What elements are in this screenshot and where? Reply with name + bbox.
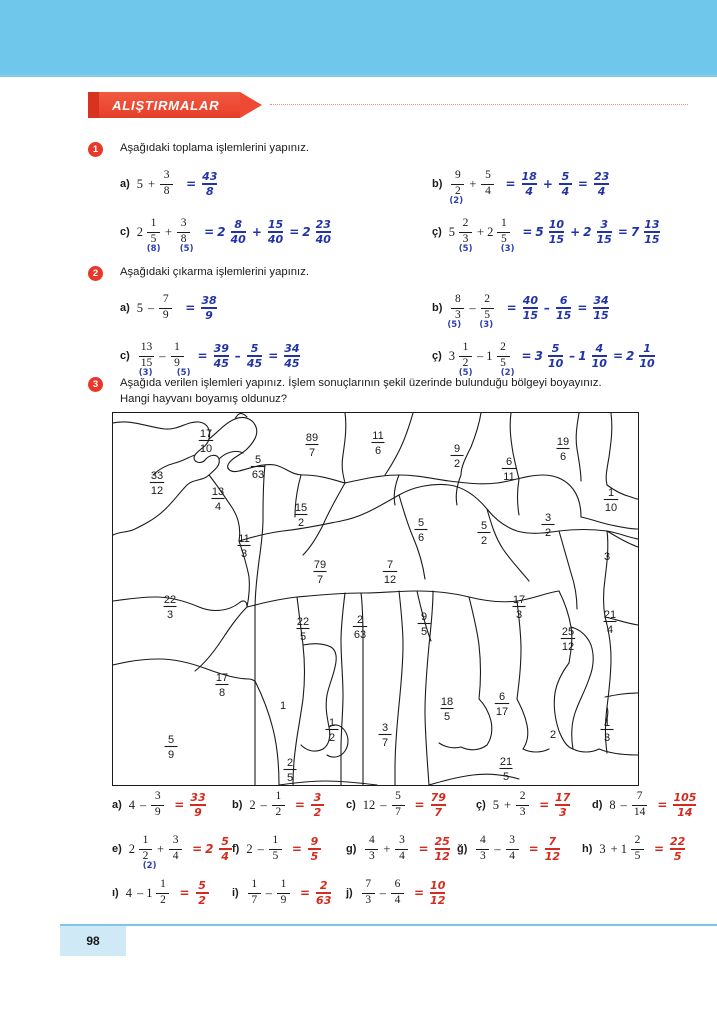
fraction: 7 14 <box>633 790 646 818</box>
svg-text:5: 5 <box>443 711 451 723</box>
problem-label: d) <box>592 799 603 811</box>
svg-text:6: 6 <box>505 456 513 468</box>
problem-1a-answer: = 43 8 <box>186 170 218 198</box>
problem-expression: 3 + 1 2 5 <box>599 835 646 862</box>
problem-answer: = 2 63 <box>299 879 332 907</box>
multiplier-note: (5) <box>179 244 194 255</box>
problem-2c-expression: 13 15 (3) – 1 9 (5) <box>138 341 191 379</box>
svg-text:3: 3 <box>515 609 523 621</box>
exercise-3-problem[interactable] <box>457 832 563 866</box>
problem-label: ı) <box>112 887 119 899</box>
problem-2b[interactable] <box>432 291 612 331</box>
svg-text:3: 3 <box>166 609 174 621</box>
svg-text:5: 5 <box>167 734 175 746</box>
svg-text:6: 6 <box>498 691 506 703</box>
puzzle-region-label[interactable] <box>295 502 308 529</box>
puzzle-region-label[interactable] <box>280 700 286 712</box>
problem-expression <box>246 879 292 906</box>
problem-1c-label: c) <box>120 226 130 238</box>
svg-text:3: 3 <box>544 512 552 524</box>
fraction: 5 7 <box>392 791 405 818</box>
svg-text:1: 1 <box>279 700 287 712</box>
answer-fraction: 17 3 <box>555 791 571 819</box>
puzzle-region-label[interactable] <box>372 430 385 457</box>
puzzle-fraction-labels <box>150 428 618 784</box>
puzzle-region-label[interactable] <box>216 672 229 699</box>
problem-label: ğ) <box>457 843 468 855</box>
answer-fraction: 105 14 <box>673 791 697 819</box>
fraction: 1 5 <box>269 835 282 862</box>
banner-dotted-rule <box>270 104 688 106</box>
exercise-3-problem[interactable] <box>112 788 209 822</box>
exercise-1-row-1 <box>120 167 688 207</box>
svg-text:17: 17 <box>199 428 213 440</box>
svg-text:17: 17 <box>512 594 526 606</box>
problem-answer: = 22 5 <box>653 835 686 863</box>
svg-text:4: 4 <box>606 624 614 636</box>
svg-text:2: 2 <box>356 614 364 626</box>
problem-expression: 2 – 1 2 <box>249 791 287 818</box>
svg-text:6: 6 <box>559 451 567 463</box>
problem-label: b) <box>232 799 243 811</box>
exercise-2-header <box>88 265 688 281</box>
puzzle-region-label[interactable] <box>314 559 327 586</box>
exercise-3-problem[interactable] <box>232 876 334 910</box>
svg-text:6: 6 <box>417 532 425 544</box>
exercise-3-problem[interactable] <box>112 876 212 910</box>
svg-text:9: 9 <box>453 443 461 455</box>
puzzle-region-label[interactable] <box>379 722 392 749</box>
answer-fraction: 3 2 <box>311 792 324 818</box>
exercise-1 <box>88 141 688 255</box>
problem-label: j) <box>346 887 353 899</box>
exercise-3-problem[interactable] <box>346 832 453 866</box>
puzzle-region-label[interactable] <box>150 470 164 497</box>
answer-fraction: 43 8 <box>202 170 218 198</box>
svg-text:1: 1 <box>328 717 336 729</box>
svg-text:19: 19 <box>556 436 570 448</box>
exercise-2-prompt: Aşağıdaki çıkarma işlemlerini yapınız. <box>120 266 309 278</box>
svg-text:2: 2 <box>549 729 557 741</box>
footer-rule <box>60 924 717 926</box>
problem-2b-answer: = 40 15 – 6 15 = 34 15 <box>506 294 609 322</box>
exercise-3-problem[interactable] <box>112 832 235 872</box>
problem-1c[interactable] <box>120 215 334 255</box>
puzzle-region-label[interactable] <box>164 594 177 621</box>
fraction: 6 4 <box>391 879 404 906</box>
banner-title: ALIŞTIRMALAR <box>112 97 220 113</box>
problem-1b-expression <box>449 169 496 207</box>
svg-text:21: 21 <box>603 609 617 621</box>
problem-expression: 2 1 2 (2) + 3 4 <box>129 835 184 862</box>
puzzle-region-label[interactable] <box>353 614 367 641</box>
svg-text:63: 63 <box>251 469 265 481</box>
puzzle-region-label[interactable] <box>500 756 513 783</box>
problem-2a-label: a) <box>120 302 130 314</box>
problem-1b-answer: = 18 4 + 5 4 = 23 4 <box>505 170 610 198</box>
exercise-3-header <box>88 376 688 407</box>
multiplier-note: (5) <box>447 320 462 331</box>
svg-text:11: 11 <box>372 430 384 442</box>
svg-text:5: 5 <box>254 454 262 466</box>
problem-1c-answer: = 2 8 40 + 15 40 = 2 23 40 <box>204 218 331 246</box>
fraction: 3 4 <box>506 835 519 862</box>
svg-text:33: 33 <box>150 470 164 482</box>
svg-text:17: 17 <box>215 672 229 684</box>
operator: + <box>148 176 156 191</box>
svg-text:7: 7 <box>308 447 316 459</box>
exercise-3-badge: 3 <box>88 377 103 392</box>
problem-answer: = 2 5 4 <box>189 836 234 862</box>
operand-whole: 5 <box>136 176 144 191</box>
svg-text:9: 9 <box>167 749 175 761</box>
problem-2c[interactable] <box>120 339 303 379</box>
operator: + <box>469 176 477 191</box>
svg-text:2: 2 <box>328 732 336 744</box>
svg-text:3: 3 <box>381 722 389 734</box>
svg-text:89: 89 <box>305 432 319 444</box>
fraction: 1 7 <box>248 879 261 906</box>
problem-label: f) <box>232 843 240 855</box>
answer-fraction: 25 12 <box>434 835 450 863</box>
multiplier-note: (8) <box>146 244 161 255</box>
problem-label: e) <box>112 843 122 855</box>
puzzle-region-label[interactable] <box>306 432 319 459</box>
svg-text:2: 2 <box>297 517 305 529</box>
problem-expression <box>360 879 406 906</box>
svg-text:7: 7 <box>316 574 324 586</box>
fraction: 4 3 <box>365 835 378 862</box>
svg-text:11: 11 <box>238 533 250 545</box>
problem-answer: = 10 12 <box>413 879 446 907</box>
header-band-edge <box>0 74 717 77</box>
fraction: 1 9 <box>277 879 290 906</box>
svg-text:17: 17 <box>495 706 509 718</box>
operator: – <box>136 885 144 900</box>
problem-expression <box>363 835 410 862</box>
problem-1b[interactable] <box>432 167 612 207</box>
multiplier-note: (5) <box>458 244 473 255</box>
svg-text:12: 12 <box>383 574 397 586</box>
operator: – <box>257 841 264 856</box>
exercise-1-header <box>88 141 688 157</box>
problem-label: h) <box>582 843 593 855</box>
svg-text:63: 63 <box>353 629 367 641</box>
exercise-3-problem[interactable] <box>592 788 699 822</box>
page-number: 98 <box>86 934 100 948</box>
puzzle-region-label[interactable] <box>542 512 555 539</box>
problem-answer: = 5 2 <box>176 880 211 906</box>
puzzle-svg <box>113 413 638 785</box>
puzzle-region-label[interactable] <box>441 696 454 723</box>
problem-2b-expression: 8 3 (5) – 2 5 (3) <box>447 293 494 331</box>
problem-answer: = 33 9 <box>174 791 206 819</box>
exercise-2-row-2 <box>120 339 688 379</box>
puzzle-region-label[interactable] <box>604 609 617 636</box>
fraction: 3 4 <box>169 835 182 862</box>
coloring-puzzle[interactable] <box>112 412 639 786</box>
fraction: 3 9 <box>151 791 164 818</box>
problem-1c-expression: 2 1 5 (8) + 3 8 (5) <box>136 217 194 255</box>
multiplier-note: (3) <box>138 368 153 379</box>
problem-1ç-answer: = 5 10 15 + 2 3 15 = 7 13 15 <box>522 218 660 246</box>
problem-expression <box>474 835 520 862</box>
svg-text:79: 79 <box>313 559 327 571</box>
problem-2c-answer: = 39 45 – 5 45 = 34 45 <box>197 342 300 370</box>
svg-text:3: 3 <box>240 548 248 560</box>
puzzle-region-outlines <box>113 413 638 785</box>
multiplier-note: (2) <box>500 368 515 379</box>
exercise-1-row-2 <box>120 215 688 255</box>
svg-text:1: 1 <box>607 487 615 499</box>
fraction: 3 4 <box>395 835 408 862</box>
problem-answer: = 79 7 <box>414 791 446 819</box>
fraction: 1 2 <box>156 879 169 906</box>
operator: + <box>610 841 618 856</box>
puzzle-region-label[interactable] <box>557 436 570 463</box>
fraction: 5 4 <box>481 170 494 197</box>
problem-expression: 2 – 1 5 <box>246 835 284 862</box>
answer-fraction: 79 7 <box>430 791 446 819</box>
puzzle-region-label[interactable] <box>550 729 556 741</box>
operator: – <box>620 797 627 812</box>
problem-1a-label: a) <box>120 178 130 190</box>
svg-text:5: 5 <box>420 626 428 638</box>
exercise-1-prompt: Aşağıdaki toplama işlemlerini yapınız. <box>120 142 309 154</box>
puzzle-region-label[interactable] <box>383 559 397 586</box>
answer-fraction: 5 2 <box>196 880 209 906</box>
problem-answer: = 25 12 <box>418 835 450 863</box>
problem-label: i) <box>232 887 239 899</box>
svg-text:8: 8 <box>218 687 226 699</box>
svg-text:3: 3 <box>603 551 611 563</box>
svg-text:5: 5 <box>502 771 510 783</box>
problem-answer: = 7 12 <box>528 835 561 863</box>
section-banner <box>88 92 688 118</box>
operator: – <box>494 841 501 856</box>
svg-text:5: 5 <box>417 517 425 529</box>
svg-text:10: 10 <box>199 443 213 455</box>
exercise-1-badge: 1 <box>88 142 103 157</box>
puzzle-region-label[interactable] <box>601 717 614 744</box>
puzzle-region-label[interactable] <box>561 626 575 653</box>
puzzle-region-label[interactable] <box>199 428 213 455</box>
multiplier-note: (2) <box>449 196 464 207</box>
multiplier-note: (3) <box>479 320 494 331</box>
exercise-3 <box>88 376 688 407</box>
problem-expression: 12 – 5 7 <box>363 791 407 818</box>
exercise-3-prompt-line1: Aşağıda verilen işlemleri yapınız. İşlem sonuçlarının şekil üzerinde bulunduğu bölgeyi boyayınız. <box>120 377 602 389</box>
svg-text:15: 15 <box>294 502 308 514</box>
problem-answer: = 9 5 <box>289 836 324 862</box>
exercise-3-problem[interactable] <box>346 788 449 822</box>
exercise-3-problem[interactable] <box>582 832 688 866</box>
fraction: 9 2 <box>451 170 464 197</box>
svg-text:7: 7 <box>386 559 394 571</box>
svg-text:2: 2 <box>286 757 294 769</box>
answer-fraction: 9 5 <box>308 836 321 862</box>
svg-text:1: 1 <box>603 717 611 729</box>
page-number-box <box>60 926 126 956</box>
banner-arrow-icon <box>240 92 262 118</box>
svg-text:5: 5 <box>299 631 307 643</box>
operator: + <box>157 841 165 856</box>
puzzle-region-label[interactable] <box>478 520 491 547</box>
exercise-2-row-1 <box>120 291 688 331</box>
problem-1ç-label: ç) <box>432 226 442 238</box>
fraction: 7 3 <box>362 879 375 906</box>
operator: – <box>265 885 272 900</box>
problem-2a-expression: 5 – 7 9 <box>137 294 175 321</box>
puzzle-region-label[interactable] <box>212 486 225 513</box>
svg-text:5: 5 <box>286 772 294 784</box>
operator: – <box>260 797 267 812</box>
puzzle-region-label[interactable] <box>415 517 428 544</box>
answer-fraction: 7 12 <box>544 835 561 863</box>
svg-text:2: 2 <box>453 458 461 470</box>
svg-text:12: 12 <box>561 641 575 653</box>
header-band <box>0 0 717 74</box>
problem-2b-label: b) <box>432 302 443 314</box>
svg-text:6: 6 <box>374 445 382 457</box>
operator: – <box>140 797 147 812</box>
answer-fraction: 2 63 <box>316 879 332 907</box>
exercise-2-badge: 2 <box>88 266 103 281</box>
fraction: 1 2 <box>139 835 152 862</box>
problem-1c-cedilla[interactable] <box>432 215 663 255</box>
multiplier-note: (2) <box>142 861 157 872</box>
problem-expression: 4 – 3 9 <box>129 791 167 818</box>
problem-answer: = 3 2 <box>292 792 327 818</box>
puzzle-region-label[interactable] <box>604 551 610 563</box>
exercise-3-prompt-line2: Hangi hayvanı boyamış oldunuz? <box>120 392 288 405</box>
svg-text:25: 25 <box>561 626 575 638</box>
svg-text:2: 2 <box>480 535 488 547</box>
problem-label: c) <box>346 799 356 811</box>
fraction: 3 8 <box>160 170 173 197</box>
answer-fraction: 22 5 <box>670 835 686 863</box>
problem-answer: = 105 14 <box>657 791 697 819</box>
multiplier-note: (5) <box>458 368 473 379</box>
banner-cap <box>88 92 99 118</box>
svg-text:9: 9 <box>420 611 428 623</box>
puzzle-region-label[interactable] <box>513 594 526 621</box>
puzzle-region-label[interactable] <box>238 533 251 560</box>
problem-label: a) <box>112 799 122 811</box>
operator: – <box>380 797 387 812</box>
problem-expression: 4 – 1 1 2 <box>126 879 172 906</box>
answer-fraction: 5 4 <box>219 836 232 862</box>
svg-text:22: 22 <box>163 594 177 606</box>
operator: + <box>383 841 391 856</box>
problem-label: g) <box>346 843 357 855</box>
banner-plate <box>88 92 240 118</box>
problem-2c-label: c) <box>120 350 130 362</box>
svg-text:11: 11 <box>503 471 515 483</box>
puzzle-region-label[interactable] <box>297 616 310 643</box>
exercise-3-problem[interactable] <box>232 832 324 866</box>
multiplier-note: (5) <box>176 368 191 379</box>
multiplier-note: (3) <box>500 244 515 255</box>
problem-1ç-expression: 5 2 3 (5) + 2 1 5 (3) <box>448 217 515 255</box>
fraction: 2 3 <box>516 791 529 818</box>
fraction: 1 2 <box>272 791 285 818</box>
fraction: 2 5 <box>631 835 644 862</box>
exercise-3-problem[interactable] <box>232 788 327 822</box>
svg-text:7: 7 <box>381 737 389 749</box>
problem-1a[interactable] <box>120 167 220 201</box>
exercise-2 <box>88 265 688 379</box>
answer-fraction: 10 12 <box>430 879 446 907</box>
svg-text:13: 13 <box>211 486 225 498</box>
operator: – <box>379 885 386 900</box>
puzzle-region-label[interactable] <box>165 734 178 761</box>
problem-label: ç) <box>476 799 486 811</box>
fraction: 4 3 <box>476 835 489 862</box>
svg-text:21: 21 <box>499 756 513 768</box>
svg-text:2: 2 <box>544 527 552 539</box>
svg-text:10: 10 <box>604 502 618 514</box>
svg-text:22: 22 <box>296 616 310 628</box>
problem-1a-expression <box>137 170 175 197</box>
problem-2a[interactable] <box>120 291 220 325</box>
exercise-3-problem[interactable] <box>476 788 573 822</box>
problem-answer: = 17 3 <box>539 791 571 819</box>
svg-text:3: 3 <box>603 732 611 744</box>
problem-2ç-label: ç) <box>432 350 442 362</box>
svg-text:18: 18 <box>440 696 454 708</box>
problem-2ç-answer: = 3 5 10 – 1 4 10 = 2 1 10 <box>521 342 655 370</box>
problem-expression: 5 + 2 3 <box>493 791 531 818</box>
problem-2ç-expression: 3 1 2 (5) – 1 2 5 (2) <box>448 341 515 379</box>
svg-text:5: 5 <box>480 520 488 532</box>
problem-expression: 8 – 7 14 <box>609 790 646 818</box>
puzzle-region-label[interactable] <box>451 443 464 470</box>
exercise-3-problem[interactable] <box>346 876 448 910</box>
operator: + <box>504 797 512 812</box>
svg-text:4: 4 <box>214 501 222 513</box>
problem-2a-answer: = 38 9 <box>185 294 217 322</box>
svg-text:12: 12 <box>150 485 164 497</box>
problem-2c-cedilla[interactable] <box>432 339 658 379</box>
answer-fraction: 33 9 <box>190 791 206 819</box>
problem-1b-label: b) <box>432 178 443 190</box>
puzzle-region-label[interactable] <box>495 691 509 718</box>
